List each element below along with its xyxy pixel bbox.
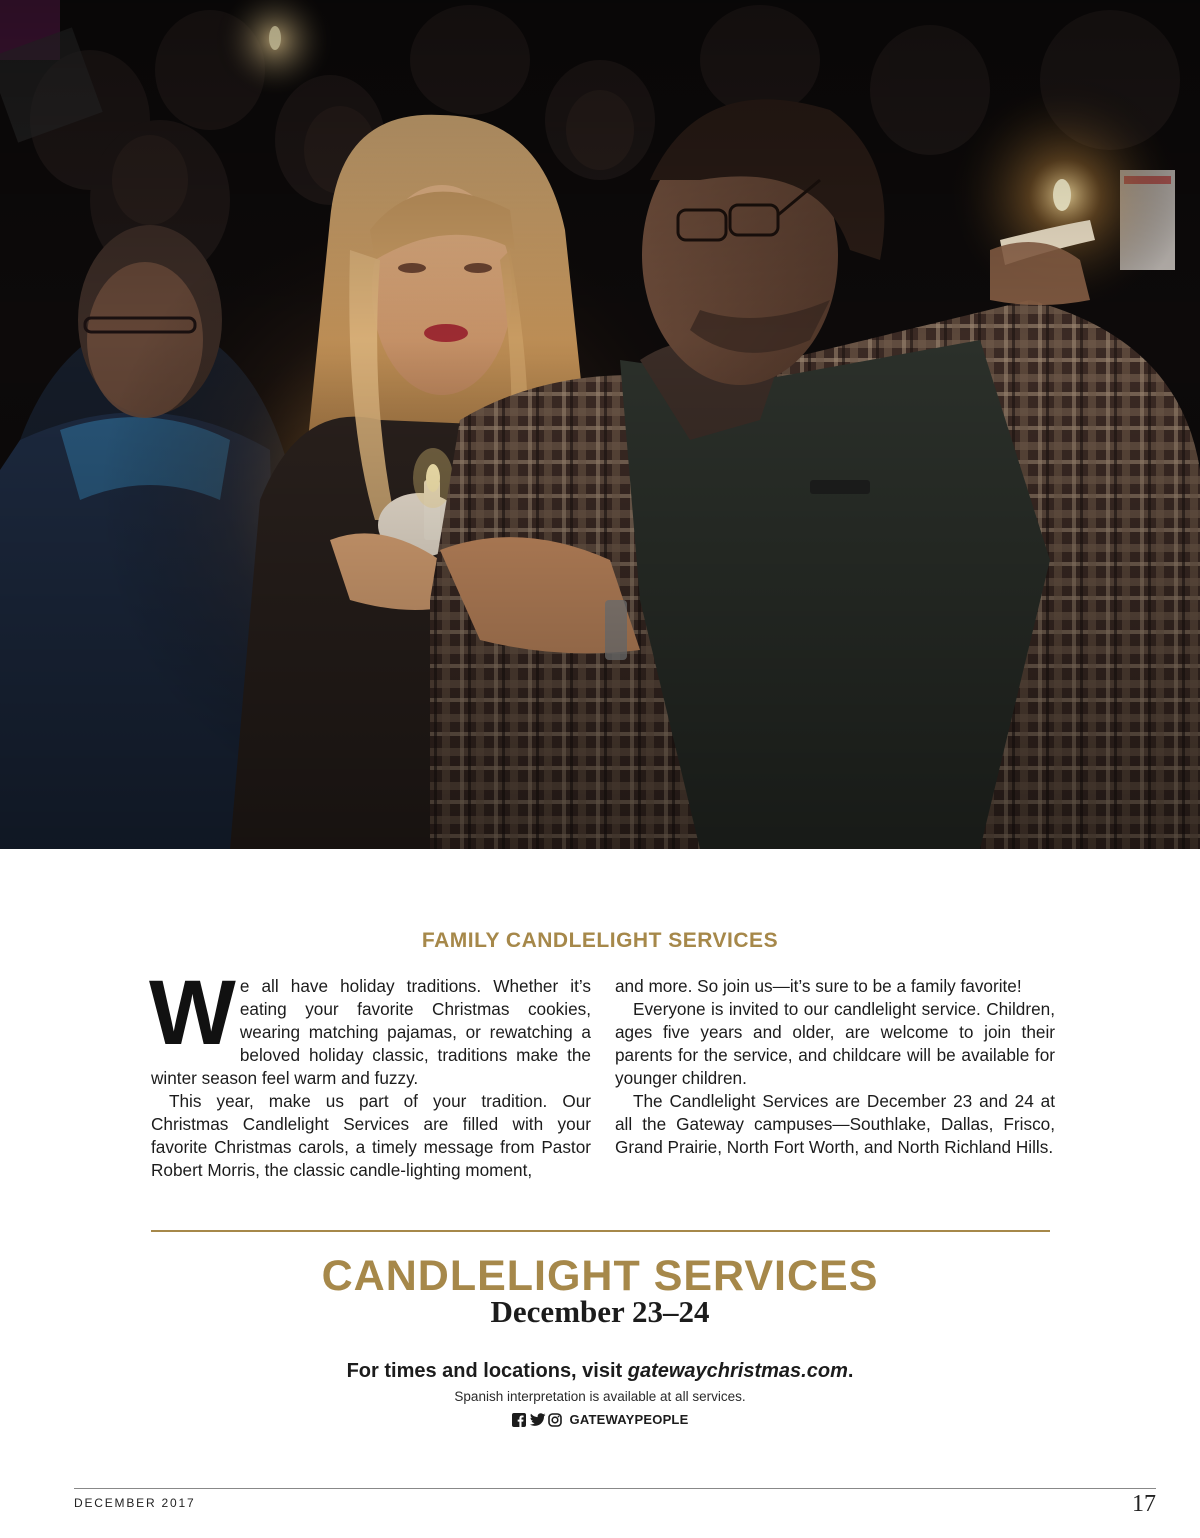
- section-divider: [151, 1230, 1050, 1232]
- social-handle[interactable]: GATEWAYPEOPLE: [569, 1412, 689, 1427]
- article-paragraph: This year, make us part of your tradition. Our Christmas Candlelight Services are filled with your favorite Christmas carols, a timely message from Pastor Robert Morris, the classic candle-lighting moment,: [151, 1091, 591, 1180]
- article-column-left: [149, 962, 591, 1182]
- visit-prefix: For times and locations, visit: [346, 1360, 628, 1382]
- instagram-icon[interactable]: [548, 1413, 562, 1427]
- website-link[interactable]: gatewaychristmas.com: [627, 1360, 848, 1382]
- article-heading: FAMILY CANDLELIGHT SERVICES: [421, 929, 779, 952]
- spanish-interpretation-note: Spanish interpretation is available at all services.: [454, 1389, 746, 1404]
- article-paragraph: [149, 962, 591, 1090]
- facebook-icon[interactable]: [512, 1413, 526, 1427]
- twitter-icon[interactable]: [530, 1413, 544, 1427]
- article-paragraph: The Candlelight Services are December 23 and 24 at all the Gateway campuses—Southlake, Dallas, Frisco, Grand Prairie, North Fort Worth, and North Richland Hills.: [615, 1091, 1055, 1157]
- page-number: 17: [1132, 1491, 1156, 1517]
- social-links: [0, 1412, 1200, 1427]
- event-date: December 23–24: [490, 1294, 710, 1329]
- article-paragraph: Everyone is invited to our candlelight service. Children, ages five years and older, are welcome to join their parents for the service, and childcare will be available for younger children.: [615, 999, 1055, 1088]
- event-title: CANDLELIGHT SERVICES: [321, 1252, 879, 1300]
- article-column-right: [615, 975, 1055, 1159]
- visit-line: [0, 1360, 1200, 1383]
- footer-divider: [74, 1488, 1156, 1489]
- visit-suffix: .: [847, 1360, 854, 1382]
- issue-date: DECEMBER 2017: [74, 1496, 196, 1510]
- article-paragraph: and more. So join us—it’s sure to be a family favorite!: [615, 976, 1022, 996]
- article-paragraph-text: e all have holiday traditions. Whether it’s eating your favorite Christmas cookies, wearing matching pajamas, or rewatching a beloved holiday classic, traditions make the winter season feel warm and fuzzy.: [151, 976, 591, 1088]
- drop-cap: W: [149, 962, 232, 1064]
